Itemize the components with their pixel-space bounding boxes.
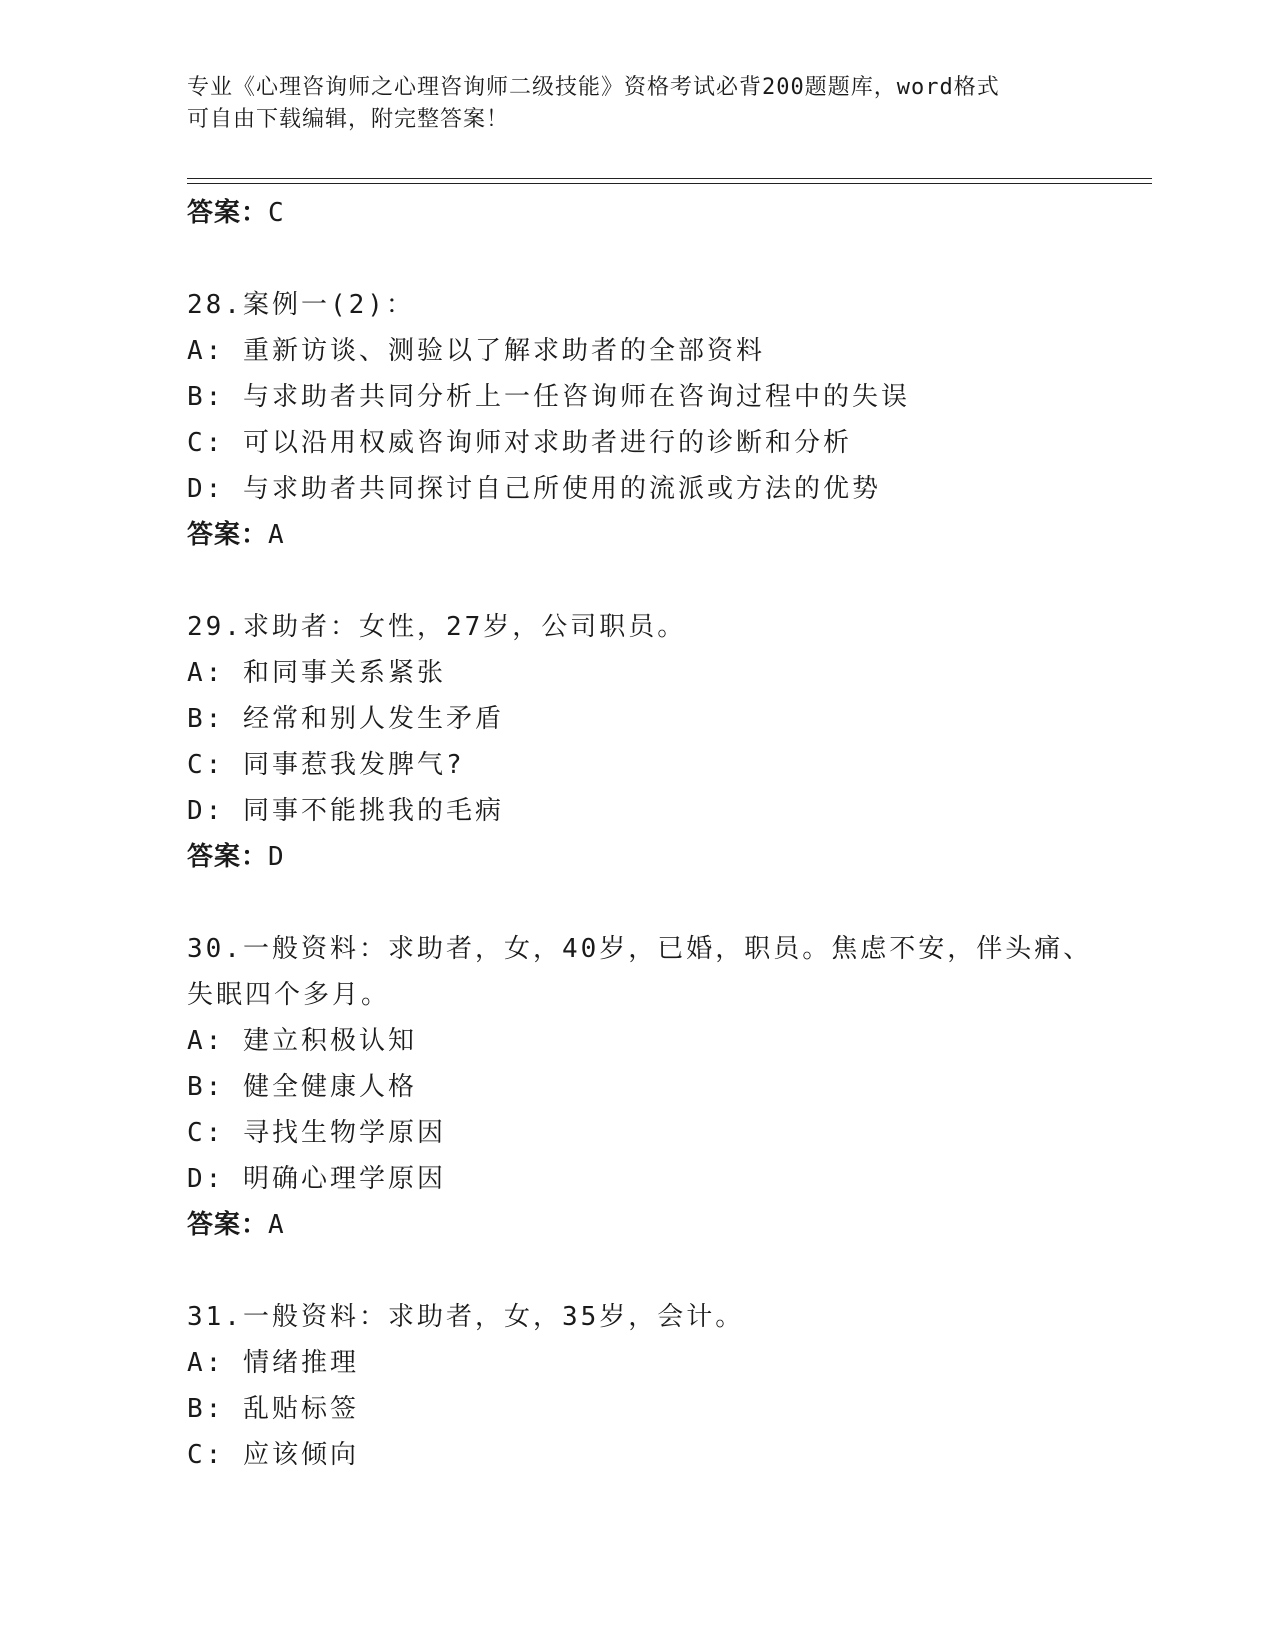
option-d: D: 同事不能挑我的毛病 [187,796,504,826]
header-divider-bottom [187,183,1152,184]
option-a: A: 建立积极认知 [187,1026,417,1056]
question-30 [187,926,1117,1248]
document-body [187,190,1117,1478]
header-line-2: 可自由下载编辑，附完整答案！ [187,107,510,132]
answer-label: 答案： [187,1210,269,1240]
answer-line [187,190,1117,236]
option-a: A: 情绪推理 [187,1348,359,1378]
option-a: A: 和同事关系紧张 [187,658,446,688]
question-text: 29.求助者：女性，27岁，公司职员。 [187,612,687,642]
option-b: B: 乱贴标签 [187,1394,359,1424]
spacer [187,1248,1117,1294]
answer-value: D [268,842,285,872]
spacer [187,880,1117,926]
answer-line [187,512,1117,558]
option-d: D: 明确心理学原因 [187,1164,446,1194]
question-text-line-1: 30.一般资料：求助者，女，40岁，已婚，职员。焦虑不安，伴头痛、 [187,934,1093,964]
option-b: B: 与求助者共同分析上一任咨询师在咨询过程中的失误 [187,382,910,412]
option-c: C: 寻找生物学原因 [187,1118,446,1148]
document-header [187,72,1087,136]
question-31 [187,1294,1117,1478]
question-29 [187,604,1117,880]
answer-value: A [268,1210,285,1240]
header-line-1: 专业《心理咨询师之心理咨询师二级技能》资格考试必背200题题库，word格式 [187,75,1000,100]
answer-label: 答案： [187,842,269,872]
option-c: C: 同事惹我发脾气? [187,750,465,780]
spacer [187,236,1117,282]
option-d: D: 与求助者共同探讨自己所使用的流派或方法的优势 [187,474,881,504]
question-28 [187,282,1117,558]
answer-label: 答案： [187,520,269,550]
question-text: 31.一般资料：求助者，女，35岁，会计。 [187,1302,745,1332]
option-b: B: 健全健康人格 [187,1072,417,1102]
question-text-line-2: 失眠四个多月。 [187,980,391,1010]
question-text: 28.案例一(2)： [187,290,415,320]
header-divider-top [187,178,1152,179]
option-a: A: 重新访谈、测验以了解求助者的全部资料 [187,336,765,366]
answer-line [187,1202,1117,1248]
option-c: C: 应该倾向 [187,1440,359,1470]
answer-value: C [268,198,285,228]
option-b: B: 经常和别人发生矛盾 [187,704,504,734]
answer-value: A [268,520,285,550]
answer-label: 答案： [187,198,269,228]
spacer [187,558,1117,604]
option-c: C: 可以沿用权威咨询师对求助者进行的诊断和分析 [187,428,852,458]
answer-line [187,834,1117,880]
